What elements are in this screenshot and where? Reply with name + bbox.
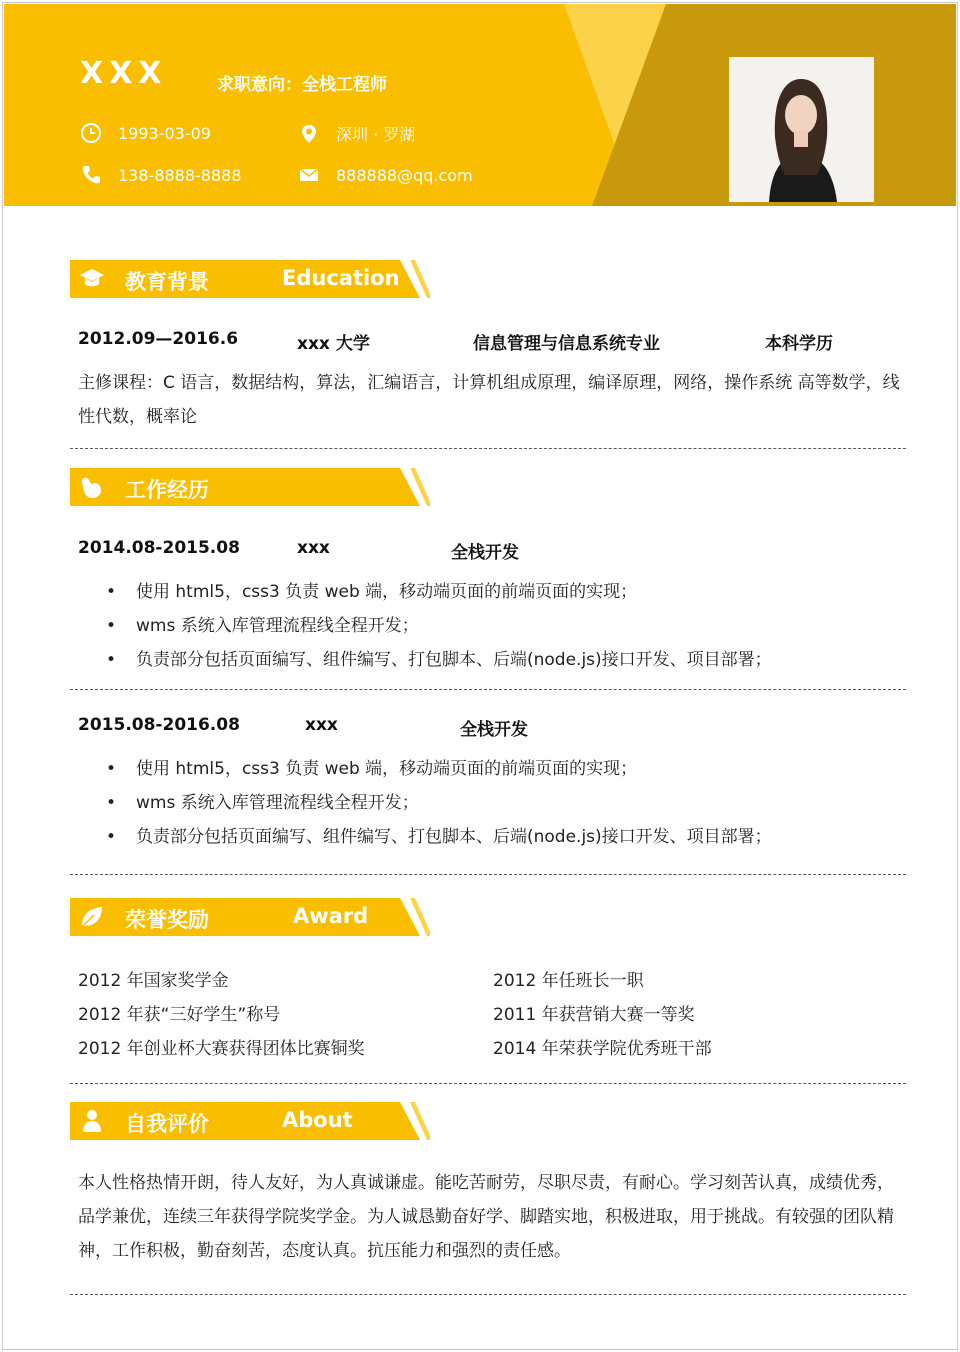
job-duties (78, 575, 772, 677)
graduation-cap-icon (78, 266, 106, 292)
list-item: • wms 系统入库管理流程线全程开发； (78, 786, 772, 820)
section-header-awards (70, 898, 430, 936)
education-degree: 本科学历 (765, 334, 833, 354)
profile-photo (729, 57, 874, 202)
self-evaluation-text: 本人性格热情开朗，待人友好，为人真诚谦虚。能吃苦耐劳，尽职尽责，有耐心。学习刻苦认真，成绩优秀，品学兼优，连续三年获得学院奖学金。为人诚恳勤奋好学、脚踏实地，积极进取，用于挑战。有较强的团队精神，工作积极，勤奋刻苦，态度认真。抗压能力和强烈的责任感。 (78, 1173, 894, 1261)
location: 深圳 · 罗湖 (336, 125, 416, 144)
section-header-education (70, 260, 430, 298)
location-row (298, 122, 415, 145)
list-item: 2011 年获营销大赛一等奖 (493, 1005, 695, 1025)
list-item: • 使用 html5，css3 负责 web 端，移动端页面的前端页面的实现； (78, 575, 772, 609)
job-role: 全栈开发 (460, 720, 528, 740)
job-company: xxx (297, 538, 330, 558)
list-item: • 负责部分包括页面编写、组件编写、打包脚本、后端(node.js)接口开发、项目部署； (78, 643, 772, 677)
clock-icon (80, 122, 102, 144)
divider (70, 874, 906, 875)
list-item: 2014 年荣获学院优秀班干部 (493, 1039, 712, 1059)
birth-date: 1993-03-09 (118, 123, 211, 143)
education-major: 信息管理与信息系统专业 (473, 334, 660, 354)
section-title: 工作经历 (125, 478, 209, 502)
section-header-work (70, 468, 430, 506)
section-banner (70, 468, 430, 506)
job-duties (78, 752, 772, 854)
section-banner (70, 898, 430, 936)
person-icon (78, 1108, 106, 1134)
phone-number: 138-8888-8888 (118, 165, 242, 185)
email-row (298, 164, 473, 186)
list-item: • 使用 html5，css3 负责 web 端，移动端页面的前端页面的实现； (78, 752, 772, 786)
divider (70, 448, 906, 449)
section-title: 教育背景 (125, 270, 209, 294)
list-item: 2012 年获“三好学生”称号 (78, 1005, 281, 1025)
section-title-en: Award (293, 904, 369, 928)
resume-header (4, 4, 956, 206)
divider (70, 1083, 906, 1084)
divider (70, 689, 906, 690)
phone-row (80, 164, 242, 186)
section-title: 荣誉奖励 (125, 908, 209, 932)
hand-icon (78, 474, 106, 500)
list-item: 2012 年创业杯大赛获得团体比赛铜奖 (78, 1039, 365, 1059)
leaf-icon (78, 904, 106, 930)
list-item: 2012 年任班长一职 (493, 971, 644, 991)
envelope-icon (298, 164, 320, 186)
education-courses: 主修课程：C 语言，数据结构，算法，汇编语言，计算机组成原理，编译原理，网络，操作系统 高等数学，线性代数，概率论 (78, 373, 900, 427)
job-period: 2014.08-2015.08 (78, 538, 240, 558)
candidate-name: XXX (80, 56, 168, 91)
education-school: xxx 大学 (297, 334, 370, 354)
divider (70, 1294, 906, 1295)
list-item: • wms 系统入库管理流程线全程开发； (78, 609, 772, 643)
job-company: xxx (305, 715, 338, 735)
section-header-about (70, 1102, 430, 1140)
section-title: 自我评价 (125, 1112, 209, 1136)
education-period: 2012.09—2016.6 (78, 329, 239, 349)
list-item: • 负责部分包括页面编写、组件编写、打包脚本、后端(node.js)接口开发、项目部署； (78, 820, 772, 854)
section-banner (70, 1102, 430, 1140)
phone-icon (80, 164, 102, 186)
email-address: 888888@qq.com (336, 165, 473, 185)
list-item: 2012 年国家奖学金 (78, 971, 229, 991)
awards-right-column (493, 964, 712, 1066)
section-title-en: About (282, 1108, 353, 1132)
awards-left-column (78, 964, 365, 1066)
job-intent: 求职意向：全栈工程师 (217, 75, 387, 95)
birth-date-row (80, 122, 211, 144)
job-period: 2015.08-2016.08 (78, 715, 240, 735)
section-title-en: Education (282, 266, 400, 290)
location-pin-icon (298, 123, 320, 145)
job-role: 全栈开发 (451, 543, 519, 563)
